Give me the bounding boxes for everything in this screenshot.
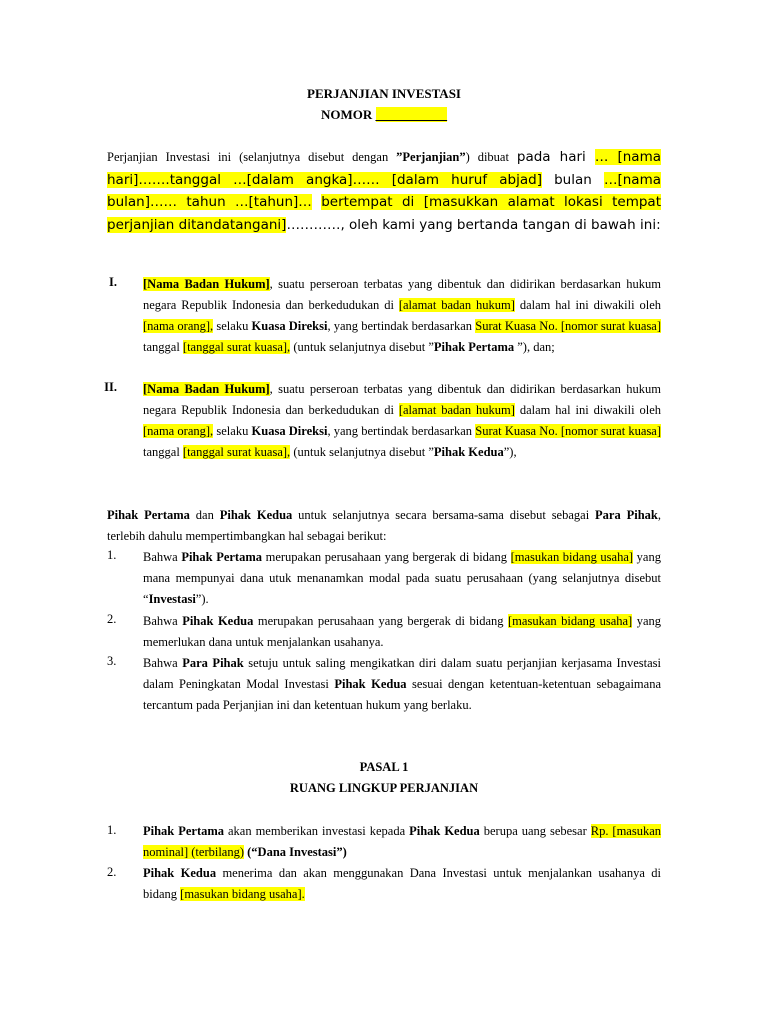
consideration-text: yang memerlukan dana untuk menjalankan usahanya. xyxy=(143,614,661,649)
party-text: ”), dan; xyxy=(514,340,555,354)
consideration-term: Pihak Kedua xyxy=(182,614,254,628)
party-text: , yang bertindak berdasarkan xyxy=(327,319,476,333)
intro-text: …………, oleh kami yang bertanda tangan di bawah ini: xyxy=(286,216,661,233)
consideration-text: ”). xyxy=(195,592,209,606)
party-text: , suatu perseroan terbatas yang dibentuk dan didirikan berdasarkan hukum negara Republik Indonesia dan berkedudukan di xyxy=(143,277,661,312)
party-address-placeholder: [alamat badan hukum] xyxy=(398,403,515,417)
intro-term: ”Perjanjian” xyxy=(396,150,466,164)
party-role: Kuasa Direksi xyxy=(251,424,328,438)
party-name-placeholder: [Nama Badan Hukum] xyxy=(143,277,270,291)
consideration-text: yang mana mempunyai dana utuk menanamkan modal pada suatu perusahaan (yang selanjutnya disebut “ xyxy=(143,550,661,606)
nomor-blank: ___________ xyxy=(375,107,448,122)
summary-text: untuk selanjutnya secara bersama-sama disebut sebagai xyxy=(292,508,596,522)
consideration-number: 2. xyxy=(107,612,117,626)
nomor-label: NOMOR xyxy=(320,107,373,122)
clause-term: (“Dana Investasi”) xyxy=(247,845,347,859)
intro-location-placeholder: bertempat di [masukkan alamat lokasi tempat perjanjian ditandatangani] xyxy=(107,194,661,233)
summary-term: Pihak Pertama xyxy=(107,508,190,522)
clause-item xyxy=(143,821,661,863)
intro-date-placeholder: … [nama hari]…….tanggal …[dalam angka]…… [dalam huruf abjad] xyxy=(107,149,661,188)
clause-number: 1. xyxy=(107,823,117,837)
party-text: ”), xyxy=(503,445,517,459)
summary-term: Pihak Kedua xyxy=(219,508,293,522)
consideration-number: 3. xyxy=(107,654,117,668)
consideration-term: Pihak Kedua xyxy=(334,677,407,691)
article-heading: RUANG LINGKUP PERJANJIAN xyxy=(289,781,479,795)
business-field-placeholder: [masukan bidang usaha] xyxy=(508,614,633,628)
consideration-term: Pihak Pertama xyxy=(181,550,263,564)
party-text: (untuk selanjutnya disebut ” xyxy=(290,340,434,354)
party-letter-date-placeholder: [tanggal surat kuasa], xyxy=(182,445,291,459)
consideration-text: Bahwa xyxy=(143,656,183,670)
document-number xyxy=(0,107,768,123)
document-title: PERJANJIAN INVESTASI xyxy=(307,86,461,101)
business-field-placeholder: [masukan bidang usaha]. xyxy=(180,887,305,901)
consideration-text: Bahwa xyxy=(143,614,183,628)
party-letter-date-placeholder: [tanggal surat kuasa], xyxy=(182,340,291,354)
party-text: selaku xyxy=(213,424,252,438)
party-alias: Pihak Kedua xyxy=(433,445,504,459)
consideration-item xyxy=(143,611,661,653)
consideration-text: sesuai dengan ketentuan-ketentuan sebagaimana tercantum pada Perjanjian ini dan ketentuan hukum yang berlaku. xyxy=(143,677,661,712)
party-person-placeholder: [nama orang], xyxy=(143,319,214,333)
consideration-term: Investasi xyxy=(148,592,196,606)
party-text: (untuk selanjutnya disebut ” xyxy=(290,445,434,459)
intro-text: bulan xyxy=(541,171,604,188)
consideration-text: merupakan perusahaan yang bergerak di bidang xyxy=(262,550,511,564)
consideration-text: Bahwa xyxy=(143,550,182,564)
consideration-item xyxy=(143,653,661,716)
consideration-text: merupakan perusahaan yang bergerak di bidang xyxy=(253,614,509,628)
party-letter-placeholder: Surat Kuasa No. [nomor surat kuasa] xyxy=(475,319,662,333)
intro-text: pada hari xyxy=(516,149,595,165)
clause-text: akan memberikan investasi kepada xyxy=(224,824,410,838)
clause-term: Pihak Kedua xyxy=(409,824,480,838)
business-field-placeholder: [masukan bidang usaha] xyxy=(510,550,634,564)
clause-term: Pihak Kedua xyxy=(143,866,217,880)
party-person-placeholder: [nama orang], xyxy=(143,424,214,438)
intro-text xyxy=(312,194,321,210)
clause-item xyxy=(143,863,661,905)
intro-paragraph xyxy=(107,146,661,236)
party-first xyxy=(143,274,661,358)
party-text: selaku xyxy=(213,319,252,333)
intro-text: Perjanjian Investasi ini (selanjutnya disebut dengan xyxy=(107,150,397,164)
clause-text: berupa uang sebesar xyxy=(479,824,591,838)
clause-text: menerima dan akan menggunakan Dana Investasi untuk menjalankan usahanya di bidang xyxy=(143,866,661,901)
parties-summary xyxy=(107,505,661,547)
party-text: tanggal xyxy=(143,445,183,459)
party-marker: II. xyxy=(104,380,117,394)
summary-term: Para Pihak xyxy=(595,508,658,522)
clause-number: 2. xyxy=(107,865,117,879)
consideration-term: Para Pihak xyxy=(182,656,244,670)
intro-text: ) dibuat xyxy=(465,150,517,164)
party-text: dalam hal ini diwakili oleh xyxy=(514,403,662,417)
amount-placeholder: Rp. [masukan nominal] (terbilang) xyxy=(143,824,662,859)
consideration-item xyxy=(143,547,661,610)
party-text: dalam hal ini diwakili oleh xyxy=(514,298,662,312)
summary-text: dan xyxy=(189,508,220,522)
party-address-placeholder: [alamat badan hukum] xyxy=(398,298,515,312)
party-text: tanggal xyxy=(143,340,183,354)
clause-term: Pihak Pertama xyxy=(143,824,225,838)
party-text: , yang bertindak berdasarkan xyxy=(327,424,476,438)
party-marker: I. xyxy=(109,275,117,289)
party-role: Kuasa Direksi xyxy=(251,319,328,333)
consideration-text: setuju untuk saling mengikatkan diri dalam suatu perjanjian kerjasama Investasi dalam Peningkatan Modal Investasi xyxy=(143,656,661,691)
intro-month-placeholder: …[nama bulan]…… tahun …[tahun]… xyxy=(107,171,661,210)
summary-text: , terlebih dahulu mempertimbangkan hal sebagai berikut: xyxy=(107,508,661,543)
article-number: PASAL 1 xyxy=(359,760,409,774)
party-name-placeholder: [Nama Badan Hukum] xyxy=(143,382,270,396)
party-letter-placeholder: Surat Kuasa No. [nomor surat kuasa] xyxy=(475,424,662,438)
party-second xyxy=(143,379,661,463)
party-text: , suatu perseroan terbatas yang dibentuk dan didirikan berdasarkan hukum negara Republik Indonesia dan berkedudukan di xyxy=(143,382,661,417)
party-alias: Pihak Pertama xyxy=(433,340,515,354)
consideration-number: 1. xyxy=(107,548,117,562)
